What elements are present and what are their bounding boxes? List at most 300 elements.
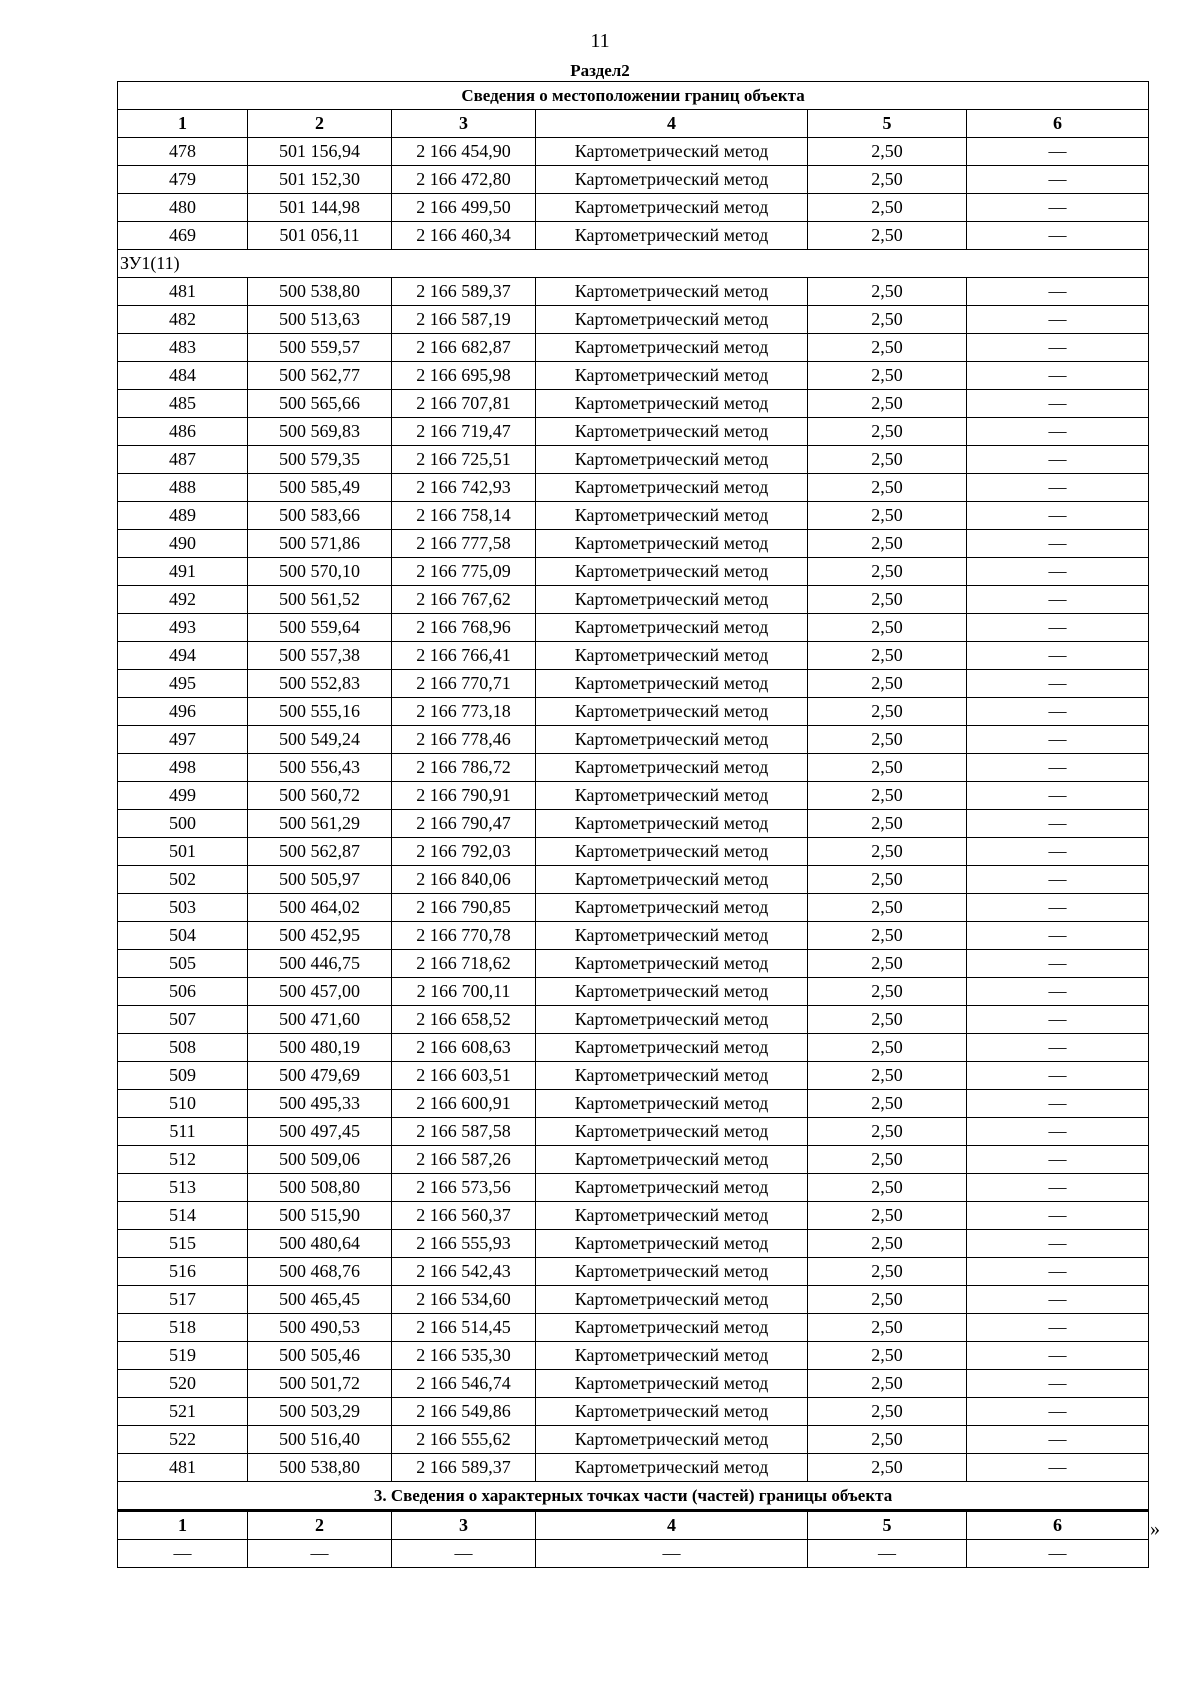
table-cell: 2 166 535,30 bbox=[392, 1342, 536, 1370]
table-cell: 2,50 bbox=[808, 782, 967, 810]
page-number: 11 bbox=[590, 30, 610, 52]
table-cell: 513 bbox=[118, 1174, 248, 1202]
table-cell: Картометрический метод bbox=[536, 922, 808, 950]
table-cell: — bbox=[967, 418, 1149, 446]
table-cell: 2,50 bbox=[808, 614, 967, 642]
table-cell: — bbox=[808, 1540, 967, 1568]
table-cell: Картометрический метод bbox=[536, 1454, 808, 1482]
table-cell: Картометрический метод bbox=[536, 1230, 808, 1258]
table-cell: 500 bbox=[118, 810, 248, 838]
table-cell: Картометрический метод bbox=[536, 334, 808, 362]
table-cell: 2,50 bbox=[808, 1398, 967, 1426]
table-cell: 507 bbox=[118, 1006, 248, 1034]
table-cell: 3 bbox=[392, 1511, 536, 1540]
table-cell: Картометрический метод bbox=[536, 1398, 808, 1426]
table-cell: 488 bbox=[118, 474, 248, 502]
table-cell: 496 bbox=[118, 698, 248, 726]
table-cell: 497 bbox=[118, 726, 248, 754]
table-cell: 6 bbox=[967, 110, 1149, 138]
table-cell: 2 166 775,09 bbox=[392, 558, 536, 586]
table-cell: Картометрический метод bbox=[536, 754, 808, 782]
table-cell: 484 bbox=[118, 362, 248, 390]
table-cell: 6 bbox=[967, 1511, 1149, 1540]
table-cell: 2,50 bbox=[808, 1118, 967, 1146]
table-cell: 500 565,66 bbox=[248, 390, 392, 418]
table-cell: 2,50 bbox=[808, 698, 967, 726]
table-cell: — bbox=[967, 390, 1149, 418]
table-cell: 2,50 bbox=[808, 1146, 967, 1174]
table-row bbox=[118, 1286, 1149, 1314]
table-cell: 2 166 600,91 bbox=[392, 1090, 536, 1118]
table-cell: 500 479,69 bbox=[248, 1062, 392, 1090]
table-row bbox=[118, 222, 1149, 250]
table-row bbox=[118, 1090, 1149, 1118]
table-row bbox=[118, 1454, 1149, 1482]
table-cell: 482 bbox=[118, 306, 248, 334]
table-cell: 2 166 608,63 bbox=[392, 1034, 536, 1062]
table-row bbox=[118, 978, 1149, 1006]
table-cell: 502 bbox=[118, 866, 248, 894]
table-cell: 522 bbox=[118, 1426, 248, 1454]
table-cell: Картометрический метод bbox=[536, 1034, 808, 1062]
table-row bbox=[118, 782, 1149, 810]
table-cell: — bbox=[536, 1540, 808, 1568]
table-cell: 2 166 695,98 bbox=[392, 362, 536, 390]
table-row bbox=[118, 642, 1149, 670]
table-cell: 501 056,11 bbox=[248, 222, 392, 250]
table-cell: 2 166 707,81 bbox=[392, 390, 536, 418]
table-cell: 2,50 bbox=[808, 1034, 967, 1062]
table-cell: — bbox=[967, 866, 1149, 894]
table-cell: 481 bbox=[118, 1454, 248, 1482]
table-row bbox=[118, 1540, 1149, 1568]
table-cell: 2 166 758,14 bbox=[392, 502, 536, 530]
table-cell: Картометрический метод bbox=[536, 194, 808, 222]
table-cell: Картометрический метод bbox=[536, 782, 808, 810]
table-cell: 2 166 682,87 bbox=[392, 334, 536, 362]
table-cell: Картометрический метод bbox=[536, 502, 808, 530]
table-row bbox=[118, 1426, 1149, 1454]
table-cell: 500 571,86 bbox=[248, 530, 392, 558]
table-cell: 505 bbox=[118, 950, 248, 978]
table-cell: — bbox=[967, 1146, 1149, 1174]
table-cell: 503 bbox=[118, 894, 248, 922]
table-cell: 2,50 bbox=[808, 1342, 967, 1370]
table-cell: Картометрический метод bbox=[536, 614, 808, 642]
table-cell: 500 570,10 bbox=[248, 558, 392, 586]
table-cell: Картометрический метод bbox=[536, 670, 808, 698]
table-cell: 2,50 bbox=[808, 530, 967, 558]
table-cell: 2 166 700,11 bbox=[392, 978, 536, 1006]
table-cell: 2,50 bbox=[808, 978, 967, 1006]
table-cell: 2,50 bbox=[808, 894, 967, 922]
table-cell: 480 bbox=[118, 194, 248, 222]
closing-quote: » bbox=[1150, 1518, 1160, 1540]
table-cell: Картометрический метод bbox=[536, 1342, 808, 1370]
table-cell: — bbox=[967, 446, 1149, 474]
table-cell: 2 bbox=[248, 1511, 392, 1540]
table-cell: 2,50 bbox=[808, 866, 967, 894]
table-cell: 500 555,16 bbox=[248, 698, 392, 726]
table-cell: — bbox=[967, 1230, 1149, 1258]
table-cell: — bbox=[967, 362, 1149, 390]
table-cell: 2 166 555,62 bbox=[392, 1426, 536, 1454]
table-cell: — bbox=[967, 1090, 1149, 1118]
table-cell: 2 166 472,80 bbox=[392, 166, 536, 194]
table-row bbox=[118, 166, 1149, 194]
table-cell: — bbox=[967, 950, 1149, 978]
table-cell: 2 bbox=[248, 110, 392, 138]
table-cell: 521 bbox=[118, 1398, 248, 1426]
table-cell: 518 bbox=[118, 1314, 248, 1342]
table-cell: 500 495,33 bbox=[248, 1090, 392, 1118]
table-cell: 500 557,38 bbox=[248, 642, 392, 670]
table-cell: 2 166 786,72 bbox=[392, 754, 536, 782]
table-cell: 516 bbox=[118, 1258, 248, 1286]
table-cell: 2 166 573,56 bbox=[392, 1174, 536, 1202]
table-cell: 500 516,40 bbox=[248, 1426, 392, 1454]
table-cell: Картометрический метод bbox=[536, 306, 808, 334]
table-cell: 498 bbox=[118, 754, 248, 782]
table-cell: 504 bbox=[118, 922, 248, 950]
table-cell: 478 bbox=[118, 138, 248, 166]
table-cell: 500 562,77 bbox=[248, 362, 392, 390]
table-row bbox=[118, 558, 1149, 586]
table-cell: 495 bbox=[118, 670, 248, 698]
table-cell: 2,50 bbox=[808, 166, 967, 194]
table-cell: Картометрический метод bbox=[536, 166, 808, 194]
table-cell: 489 bbox=[118, 502, 248, 530]
table-cell: — bbox=[967, 642, 1149, 670]
table-cell: — bbox=[967, 1540, 1149, 1568]
table-cell: 500 465,45 bbox=[248, 1286, 392, 1314]
table-cell: 2,50 bbox=[808, 306, 967, 334]
table-row bbox=[118, 334, 1149, 362]
table-cell: 500 562,87 bbox=[248, 838, 392, 866]
table-row bbox=[118, 530, 1149, 558]
table-cell: — bbox=[967, 670, 1149, 698]
table-cell: Картометрический метод bbox=[536, 1090, 808, 1118]
table-cell: 492 bbox=[118, 586, 248, 614]
table-cell: 2 166 546,74 bbox=[392, 1370, 536, 1398]
table-cell: — bbox=[967, 1398, 1149, 1426]
table-cell: 500 468,76 bbox=[248, 1258, 392, 1286]
table-cell: 500 559,57 bbox=[248, 334, 392, 362]
table-cell: 2 166 790,47 bbox=[392, 810, 536, 838]
table-cell: — bbox=[967, 166, 1149, 194]
table-cell: 517 bbox=[118, 1286, 248, 1314]
table-cell: Картометрический метод bbox=[536, 810, 808, 838]
table-row bbox=[118, 586, 1149, 614]
table-cell: 2,50 bbox=[808, 558, 967, 586]
table-cell: 2,50 bbox=[808, 642, 967, 670]
table-cell: 514 bbox=[118, 1202, 248, 1230]
table-cell: 2 166 742,93 bbox=[392, 474, 536, 502]
table-cell: 500 480,64 bbox=[248, 1230, 392, 1258]
table-cell: 2,50 bbox=[808, 1286, 967, 1314]
table-cell: 2,50 bbox=[808, 1062, 967, 1090]
table-cell: — bbox=[967, 1454, 1149, 1482]
table-cell: 4 bbox=[536, 1511, 808, 1540]
table-row bbox=[118, 138, 1149, 166]
table-cell: — bbox=[967, 698, 1149, 726]
table-row bbox=[118, 1230, 1149, 1258]
table-cell: Картометрический метод bbox=[536, 1258, 808, 1286]
table-cell: 2 166 777,58 bbox=[392, 530, 536, 558]
table-cell: 500 538,80 bbox=[248, 278, 392, 306]
table-cell: 515 bbox=[118, 1230, 248, 1258]
table-cell: — bbox=[967, 502, 1149, 530]
table-cell: — bbox=[967, 1286, 1149, 1314]
table-cell: 2,50 bbox=[808, 1258, 967, 1286]
table-cell: 494 bbox=[118, 642, 248, 670]
table-row bbox=[118, 1034, 1149, 1062]
table-cell: 2 166 790,85 bbox=[392, 894, 536, 922]
table-cell: — bbox=[967, 1426, 1149, 1454]
table-row bbox=[118, 698, 1149, 726]
table-cell: 2,50 bbox=[808, 502, 967, 530]
table-cell: 2 166 767,62 bbox=[392, 586, 536, 614]
table-cell: 487 bbox=[118, 446, 248, 474]
table-cell: 500 561,29 bbox=[248, 810, 392, 838]
table-row bbox=[118, 194, 1149, 222]
table-cell: 500 549,24 bbox=[248, 726, 392, 754]
table-cell: 509 bbox=[118, 1062, 248, 1090]
table-row bbox=[118, 306, 1149, 334]
table-cell: 2,50 bbox=[808, 1426, 967, 1454]
table-cell: Картометрический метод bbox=[536, 278, 808, 306]
table-cell: 499 bbox=[118, 782, 248, 810]
table-cell: 2,50 bbox=[808, 390, 967, 418]
group-label: ЗУ1(11) bbox=[118, 250, 1149, 278]
table-cell: Картометрический метод bbox=[536, 1202, 808, 1230]
table-cell: 2,50 bbox=[808, 950, 967, 978]
table-cell: 500 505,97 bbox=[248, 866, 392, 894]
table-cell: — bbox=[967, 810, 1149, 838]
table-cell: — bbox=[967, 278, 1149, 306]
table-cell: — bbox=[248, 1540, 392, 1568]
table-cell: 2 166 589,37 bbox=[392, 278, 536, 306]
table-row bbox=[118, 1370, 1149, 1398]
table-cell: 500 559,64 bbox=[248, 614, 392, 642]
table-cell: — bbox=[967, 1258, 1149, 1286]
table-cell: Картометрический метод bbox=[536, 362, 808, 390]
table-row bbox=[118, 838, 1149, 866]
table-cell: 2 166 768,96 bbox=[392, 614, 536, 642]
table-cell: 2 166 792,03 bbox=[392, 838, 536, 866]
table-cell: — bbox=[967, 558, 1149, 586]
table-row bbox=[118, 1146, 1149, 1174]
table-row bbox=[118, 726, 1149, 754]
table-row bbox=[118, 1118, 1149, 1146]
table-cell: Картометрический метод bbox=[536, 390, 808, 418]
table-cell: 3 bbox=[392, 110, 536, 138]
table-cell: 4 bbox=[536, 110, 808, 138]
boundary-points-table bbox=[117, 81, 1149, 1568]
table-cell: 2,50 bbox=[808, 194, 967, 222]
table-cell: 491 bbox=[118, 558, 248, 586]
table-row bbox=[118, 278, 1149, 306]
table-cell: 2 166 587,26 bbox=[392, 1146, 536, 1174]
table-cell: 500 569,83 bbox=[248, 418, 392, 446]
table-cell: 2 166 560,37 bbox=[392, 1202, 536, 1230]
table-cell: 2 166 770,78 bbox=[392, 922, 536, 950]
table-cell: 508 bbox=[118, 1034, 248, 1062]
table-cell: — bbox=[967, 838, 1149, 866]
table-cell: 520 bbox=[118, 1370, 248, 1398]
table-row bbox=[118, 1006, 1149, 1034]
table-cell: 500 509,06 bbox=[248, 1146, 392, 1174]
table-cell: 2 166 773,18 bbox=[392, 698, 536, 726]
table-cell: — bbox=[967, 530, 1149, 558]
table-cell: 2 166 658,52 bbox=[392, 1006, 536, 1034]
table-cell: 519 bbox=[118, 1342, 248, 1370]
table-cell: Картометрический метод bbox=[536, 586, 808, 614]
table-row bbox=[118, 894, 1149, 922]
table-cell: 500 560,72 bbox=[248, 782, 392, 810]
table-cell: 2,50 bbox=[808, 1314, 967, 1342]
column-number-row bbox=[118, 110, 1149, 138]
table-cell: 500 515,90 bbox=[248, 1202, 392, 1230]
table-cell: 511 bbox=[118, 1118, 248, 1146]
table-cell: 500 501,72 bbox=[248, 1370, 392, 1398]
table-cell: Картометрический метод bbox=[536, 950, 808, 978]
table-cell: 2,50 bbox=[808, 726, 967, 754]
table-cell: 500 503,29 bbox=[248, 1398, 392, 1426]
table-cell: — bbox=[967, 1062, 1149, 1090]
table-cell: 501 144,98 bbox=[248, 194, 392, 222]
table-cell: 512 bbox=[118, 1146, 248, 1174]
table-cell: — bbox=[967, 782, 1149, 810]
table-cell: 500 490,53 bbox=[248, 1314, 392, 1342]
table-cell: — bbox=[967, 614, 1149, 642]
table-cell: 2 166 790,91 bbox=[392, 782, 536, 810]
table-cell: Картометрический метод bbox=[536, 642, 808, 670]
table-cell: — bbox=[967, 1370, 1149, 1398]
table-cell: 501 bbox=[118, 838, 248, 866]
table-cell: 2,50 bbox=[808, 586, 967, 614]
table-row bbox=[118, 1258, 1149, 1286]
table-cell: — bbox=[967, 306, 1149, 334]
table-cell: 2,50 bbox=[808, 1454, 967, 1482]
table-cell: 500 508,80 bbox=[248, 1174, 392, 1202]
table-cell: 2,50 bbox=[808, 1230, 967, 1258]
table-cell: — bbox=[967, 1342, 1149, 1370]
table-row bbox=[118, 502, 1149, 530]
table-cell: 5 bbox=[808, 1511, 967, 1540]
table-cell: 2,50 bbox=[808, 1370, 967, 1398]
table-row bbox=[118, 390, 1149, 418]
table-cell: 500 464,02 bbox=[248, 894, 392, 922]
table-cell: Картометрический метод bbox=[536, 558, 808, 586]
table-cell: — bbox=[392, 1540, 536, 1568]
table-cell: — bbox=[967, 1174, 1149, 1202]
table-row bbox=[118, 1174, 1149, 1202]
table-cell: 485 bbox=[118, 390, 248, 418]
table-row bbox=[118, 950, 1149, 978]
table-cell: 500 585,49 bbox=[248, 474, 392, 502]
table-cell: 2 166 840,06 bbox=[392, 866, 536, 894]
table-row bbox=[118, 418, 1149, 446]
table-cell: — bbox=[967, 1202, 1149, 1230]
table-cell: 2,50 bbox=[808, 1174, 967, 1202]
table-cell: — bbox=[967, 1034, 1149, 1062]
table-cell: — bbox=[967, 754, 1149, 782]
table-cell: 2 166 778,46 bbox=[392, 726, 536, 754]
table-cell: 481 bbox=[118, 278, 248, 306]
table-cell: 2 166 587,58 bbox=[392, 1118, 536, 1146]
table-cell: 500 556,43 bbox=[248, 754, 392, 782]
table-cell: 2 166 603,51 bbox=[392, 1062, 536, 1090]
table-row bbox=[118, 670, 1149, 698]
table-cell: 500 538,80 bbox=[248, 1454, 392, 1482]
table-cell: 1 bbox=[118, 110, 248, 138]
table-cell: Картометрический метод bbox=[536, 418, 808, 446]
table-cell: Картометрический метод bbox=[536, 1426, 808, 1454]
table-cell: 2,50 bbox=[808, 810, 967, 838]
table-cell: — bbox=[967, 1006, 1149, 1034]
table-row bbox=[118, 754, 1149, 782]
table-cell: 2 166 454,90 bbox=[392, 138, 536, 166]
table-cell: Картометрический метод bbox=[536, 530, 808, 558]
table-cell: 2 166 770,71 bbox=[392, 670, 536, 698]
table-title: Сведения о местоположении границ объекта bbox=[118, 82, 1149, 110]
table-cell: Картометрический метод bbox=[536, 446, 808, 474]
table-cell: 2 166 549,86 bbox=[392, 1398, 536, 1426]
table-cell: 490 bbox=[118, 530, 248, 558]
table-cell: Картометрический метод bbox=[536, 1370, 808, 1398]
table-cell: 2,50 bbox=[808, 670, 967, 698]
table-cell: 2,50 bbox=[808, 754, 967, 782]
table-cell: 2 166 766,41 bbox=[392, 642, 536, 670]
table-cell: Картометрический метод bbox=[536, 1006, 808, 1034]
section-title: Раздел2 bbox=[570, 61, 630, 80]
table-cell: Картометрический метод bbox=[536, 222, 808, 250]
table-cell: 2 166 542,43 bbox=[392, 1258, 536, 1286]
table-cell: Картометрический метод bbox=[536, 1146, 808, 1174]
table-cell: 2,50 bbox=[808, 1090, 967, 1118]
table-cell: — bbox=[967, 978, 1149, 1006]
table-cell: 486 bbox=[118, 418, 248, 446]
table-cell: 500 505,46 bbox=[248, 1342, 392, 1370]
table-cell: Картометрический метод bbox=[536, 894, 808, 922]
table-cell: Картометрический метод bbox=[536, 1118, 808, 1146]
table-cell: 2,50 bbox=[808, 334, 967, 362]
table-row bbox=[118, 922, 1149, 950]
table-cell: — bbox=[118, 1540, 248, 1568]
table-row bbox=[118, 810, 1149, 838]
table-cell: 2,50 bbox=[808, 922, 967, 950]
table-cell: 501 156,94 bbox=[248, 138, 392, 166]
table-row bbox=[118, 1202, 1149, 1230]
table-cell: 2,50 bbox=[808, 362, 967, 390]
table-row bbox=[118, 362, 1149, 390]
table-cell: 2 166 555,93 bbox=[392, 1230, 536, 1258]
table-cell: 2,50 bbox=[808, 418, 967, 446]
table-cell: 2 166 534,60 bbox=[392, 1286, 536, 1314]
table-cell: 2 166 499,50 bbox=[392, 194, 536, 222]
table-cell: — bbox=[967, 586, 1149, 614]
table-row bbox=[118, 866, 1149, 894]
table-cell: Картометрический метод bbox=[536, 1062, 808, 1090]
table-row bbox=[118, 1398, 1149, 1426]
table-cell: 500 471,60 bbox=[248, 1006, 392, 1034]
table-cell: 493 bbox=[118, 614, 248, 642]
table-cell: 1 bbox=[118, 1511, 248, 1540]
table-cell: 479 bbox=[118, 166, 248, 194]
table-cell: 2,50 bbox=[808, 222, 967, 250]
parts-column-number-row bbox=[118, 1511, 1149, 1540]
